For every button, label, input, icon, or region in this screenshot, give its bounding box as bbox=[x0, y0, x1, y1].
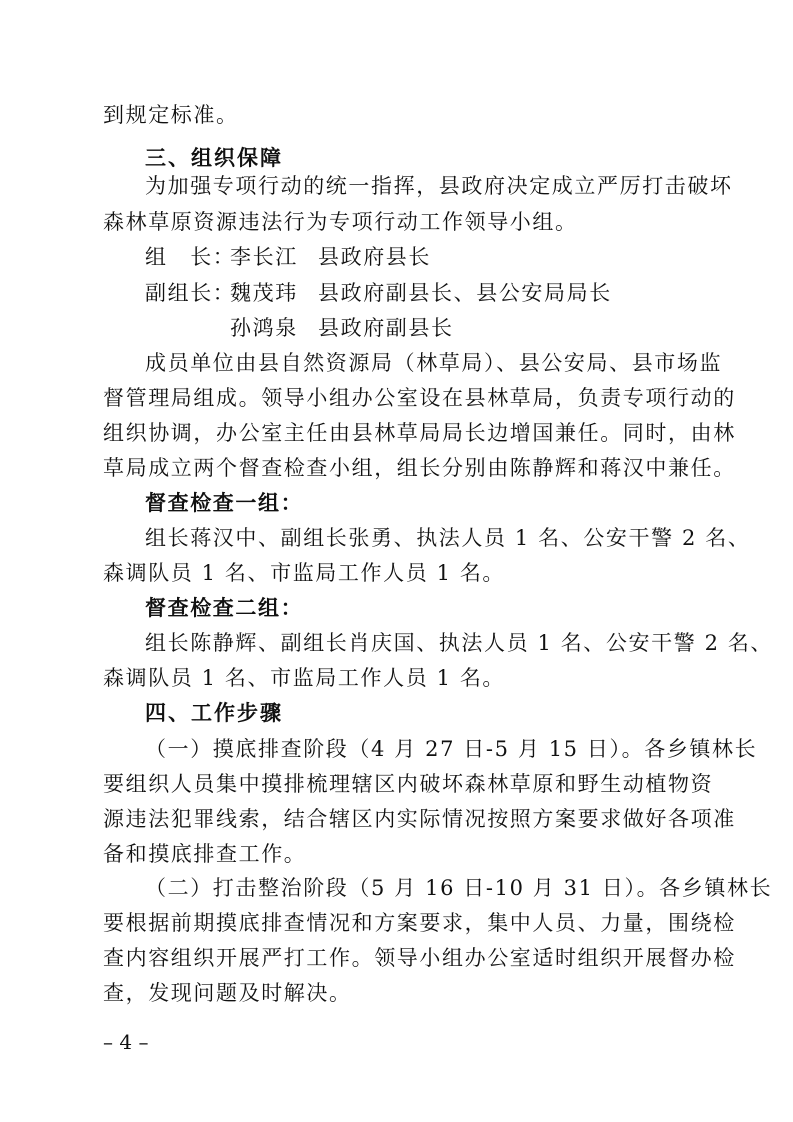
page-number: – 4 – bbox=[103, 1030, 149, 1054]
paragraph-line: （二）打击整治阶段（5 月 16 日-10 月 31 日）。各乡镇林长 bbox=[145, 876, 773, 900]
leader-title: 县政府县长 bbox=[318, 245, 431, 269]
paragraph-line: 组织协调，办公室主任由县林草局局长边增国兼任。同时，由林 bbox=[103, 421, 736, 445]
paragraph-line: 要根据前期摸底排查情况和方案要求，集中人员、力量，围绕检 bbox=[103, 911, 736, 935]
paragraph-line: 备和摸底排查工作。 bbox=[103, 842, 307, 866]
section-heading: 四、工作步骤 bbox=[145, 701, 283, 725]
paragraph-line: 源违法犯罪线索，结合辖区内实际情况按照方案要求做好各项准 bbox=[103, 807, 736, 831]
paragraph-line: 森林草原资源违法行为专项行动工作领导小组。 bbox=[103, 210, 578, 234]
deputy-name: 孙鸿泉 bbox=[230, 316, 298, 340]
paragraph-line: 查，发现问题及时解决。 bbox=[103, 981, 352, 1005]
deputy-name: 魏茂玮 bbox=[230, 281, 298, 305]
paragraph-line: 为加强专项行动的统一指挥，县政府决定成立严厉打击破坏 bbox=[145, 174, 733, 198]
paragraph-line: 组长陈静辉、副组长肖庆国、执法人员 1 名、公安干警 2 名、 bbox=[145, 631, 774, 655]
deputy-title: 县政府副县长 bbox=[318, 316, 454, 340]
paragraph-line: 要组织人员集中摸排梳理辖区内破坏森林草原和野生动植物资 bbox=[103, 772, 714, 796]
paragraph-line: 森调队员 1 名、市监局工作人员 1 名。 bbox=[103, 666, 506, 690]
leader-name: 李长江 bbox=[230, 245, 298, 269]
group-heading: 督查检查一组： bbox=[145, 490, 304, 515]
paragraph-line: 组长蒋汉中、副组长张勇、执法人员 1 名、公安干警 2 名、 bbox=[145, 526, 751, 550]
group-heading: 督查检查二组： bbox=[145, 595, 304, 620]
deputy-role: 副组长： bbox=[145, 281, 236, 305]
paragraph-line: 成员单位由县自然资源局（林草局）、县公安局、县市场监 bbox=[145, 351, 723, 375]
paragraph-line: 草局成立两个督查检查小组，组长分别由陈静辉和蒋汉中兼任。 bbox=[103, 456, 736, 480]
paragraph-line: 督管理局组成。领导小组办公室设在县林草局，负责专项行动的 bbox=[103, 386, 736, 410]
section-heading: 三、组织保障 bbox=[145, 146, 283, 170]
leader-role: 组 长： bbox=[145, 245, 236, 269]
paragraph-line: （一）摸底排查阶段（4 月 27 日-5 月 15 日）。各乡镇林长 bbox=[145, 737, 758, 761]
paragraph-line: 森调队员 1 名、市监局工作人员 1 名。 bbox=[103, 561, 506, 585]
paragraph-line: 查内容组织开展严打工作。领导小组办公室适时组织开展督办检 bbox=[103, 946, 736, 970]
deputy-title: 县政府副县长、县公安局局长 bbox=[318, 281, 612, 305]
paragraph-line: 到规定标准。 bbox=[103, 103, 239, 127]
